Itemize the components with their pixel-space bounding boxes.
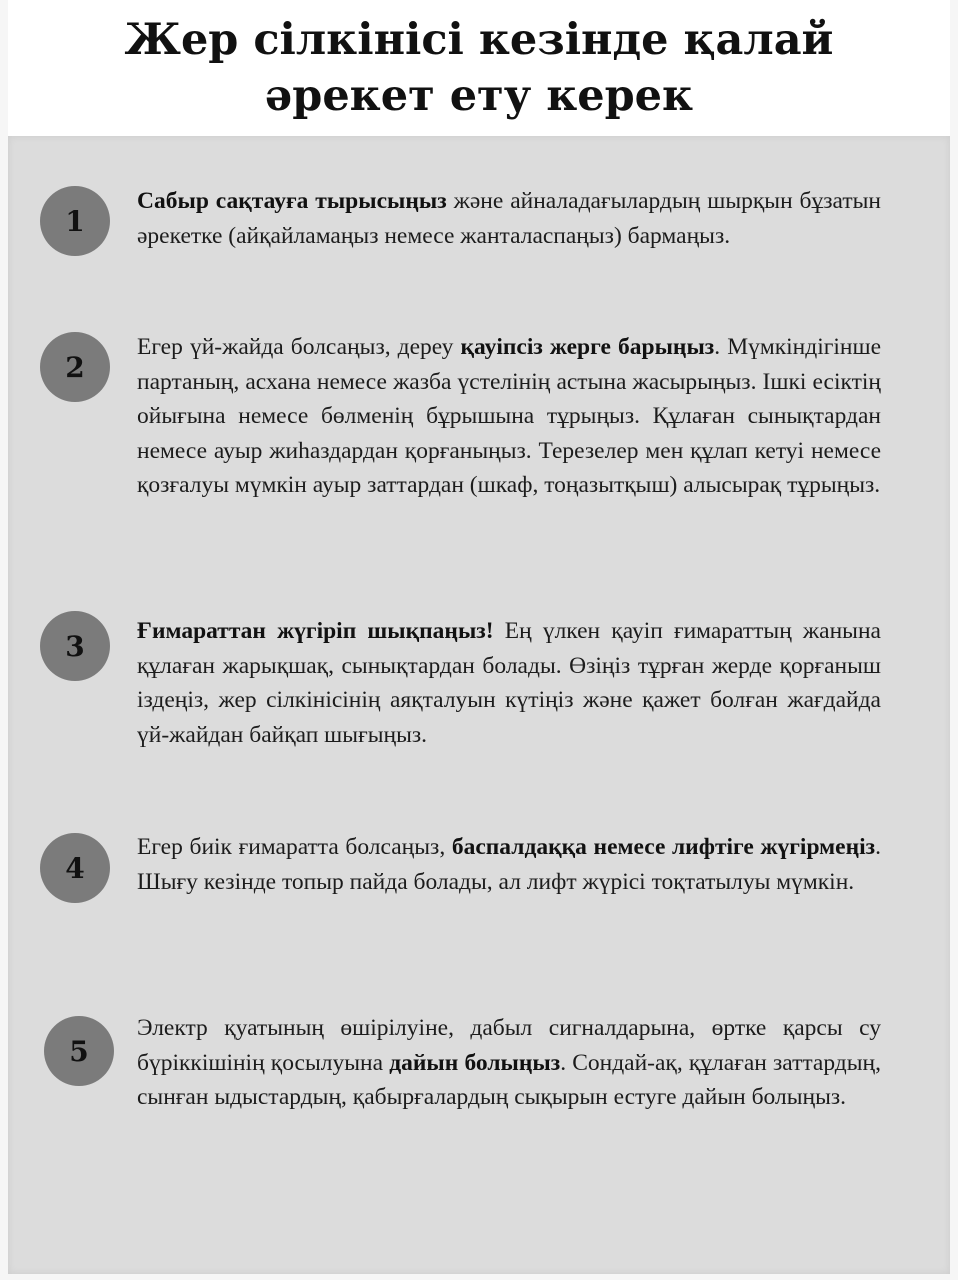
- step-bold-text: баспалдаққа немесе лифтіге жүгірмеңіз: [451, 834, 876, 860]
- step-text-part: Егер үй-жайда болсаңыз, дереу: [137, 334, 461, 360]
- step-number-badge: 2: [40, 332, 110, 402]
- step-bold-text: Сабыр сақтауға тырысыңыз: [137, 188, 447, 214]
- step-text: [137, 330, 881, 503]
- step-text-part: Ең үлкен қауіп ғимараттың жанына құлаған жарықшақ, сынықтардан болады. Өзіңіз тұрған жерде қорғаныш іздеңіз, жер сілкінісінің аяқталуын күтіңіз және қажет болған жағдайда үй-жайдан байқап шығыңыз.: [137, 618, 881, 748]
- step-text: [137, 830, 881, 899]
- step-text-part: . Сондай-ақ, құлаған заттардың, сынған ыдыстардың, қабырғалардың сықырын естуге дайын болыңыз.: [137, 1049, 882, 1110]
- step-bold-text: дайын болыңыз: [389, 1049, 561, 1076]
- instructions-panel: [8, 136, 950, 1274]
- step-text: [137, 1011, 881, 1115]
- title-box: [8, 0, 950, 136]
- step-text-part: . Шығу кезінде топыр пайда болады, ал лифт жүрісі тоқтатылуы мүмкін.: [137, 834, 881, 895]
- step-text-part: Электр қуатының өшірілуіне, дабыл сигналдарына, өртке қарсы су бүріккішінің қосылуына: [137, 1015, 881, 1076]
- step-number-badge: 1: [40, 186, 110, 256]
- page-title: Жер сілкінісі кезінде қалай әрекет ету керек: [124, 15, 834, 121]
- step-text-part: Егер биік ғимаратта болсаңыз,: [137, 834, 452, 860]
- step-bold-text: Ғимараттан жүгіріп шықпаңыз!: [137, 618, 494, 644]
- step-text: [137, 614, 881, 752]
- step-number-badge: 3: [40, 611, 110, 681]
- step-text-part: және айналадағылардың шырқын бұзатын әрекетке (айқайламаңыз немесе жанталаспаңыз) бармаңыз.: [137, 188, 881, 249]
- step-text: [137, 184, 881, 253]
- step-number-badge: 5: [44, 1016, 114, 1086]
- step-number-badge: 4: [40, 833, 110, 903]
- step-text-part: . Мүмкіндігінше партаның, асхана немесе жазба үстелінің астына жасырыңыз. Ішкі есіктің ойығына немесе бөлменің бұрышына тұрыңыз. Құлаған сынықтардан немесе ауыр жиһаздардан қорғаныңыз. Терезелер мен құлап кетуі немесе қозғалуы мүмкін ауыр заттардан (шкаф, тоңазытқыш) алысырақ тұрыңыз.: [137, 334, 881, 498]
- step-bold-text: қауіпсіз жерге барыңыз: [460, 334, 715, 360]
